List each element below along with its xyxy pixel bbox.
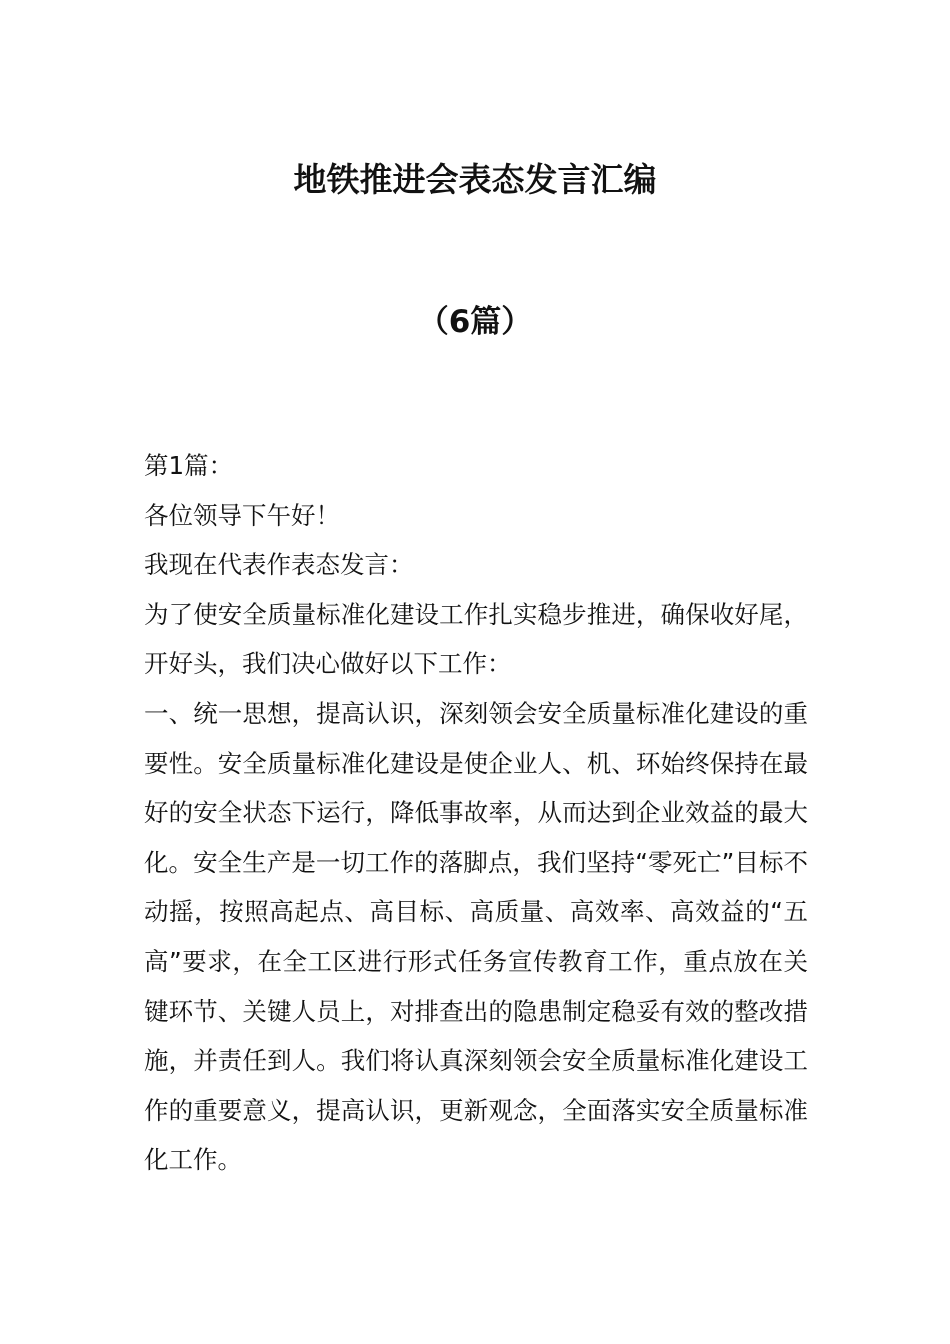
- document-title: 地铁推进会表态发言汇编: [293, 160, 657, 199]
- document-body: [144, 441, 808, 1185]
- section-heading: 第1篇：: [144, 451, 234, 480]
- purpose-paragraph: 为了使安全质量标准化建设工作扎实稳步推进，确保收好尾，开好头，我们决心做好以下工作：: [144, 599, 808, 679]
- point-one-paragraph: 一、统一思想，提高认识，深刻领会安全质量标准化建设的重要性。安全质量标准化建设是使企业人、机、环始终保持在最好的安全状态下运行，降低事故率，从而达到企业效益的最大化。安全生产是一切工作的落脚点，我们坚持“零死亡”目标不动摇，按照高起点、高目标、高质量、高效率、高效益的“五高”要求，在全工区进行形式任务宣传教育工作，重点放在关键环节、关键人员上，对排查出的隐患制定稳妥有效的整改措施，并责任到人。我们将认真深刻领会安全质量标准化建设工作的重要意义，提高认识，更新观念，全面落实安全质量标准化工作。: [144, 698, 808, 1175]
- greeting-paragraph: 各位领导下午好！: [144, 500, 340, 530]
- intro-paragraph: 我现在代表作表态发言：: [144, 550, 414, 580]
- document-subtitle: （6篇）: [417, 304, 533, 340]
